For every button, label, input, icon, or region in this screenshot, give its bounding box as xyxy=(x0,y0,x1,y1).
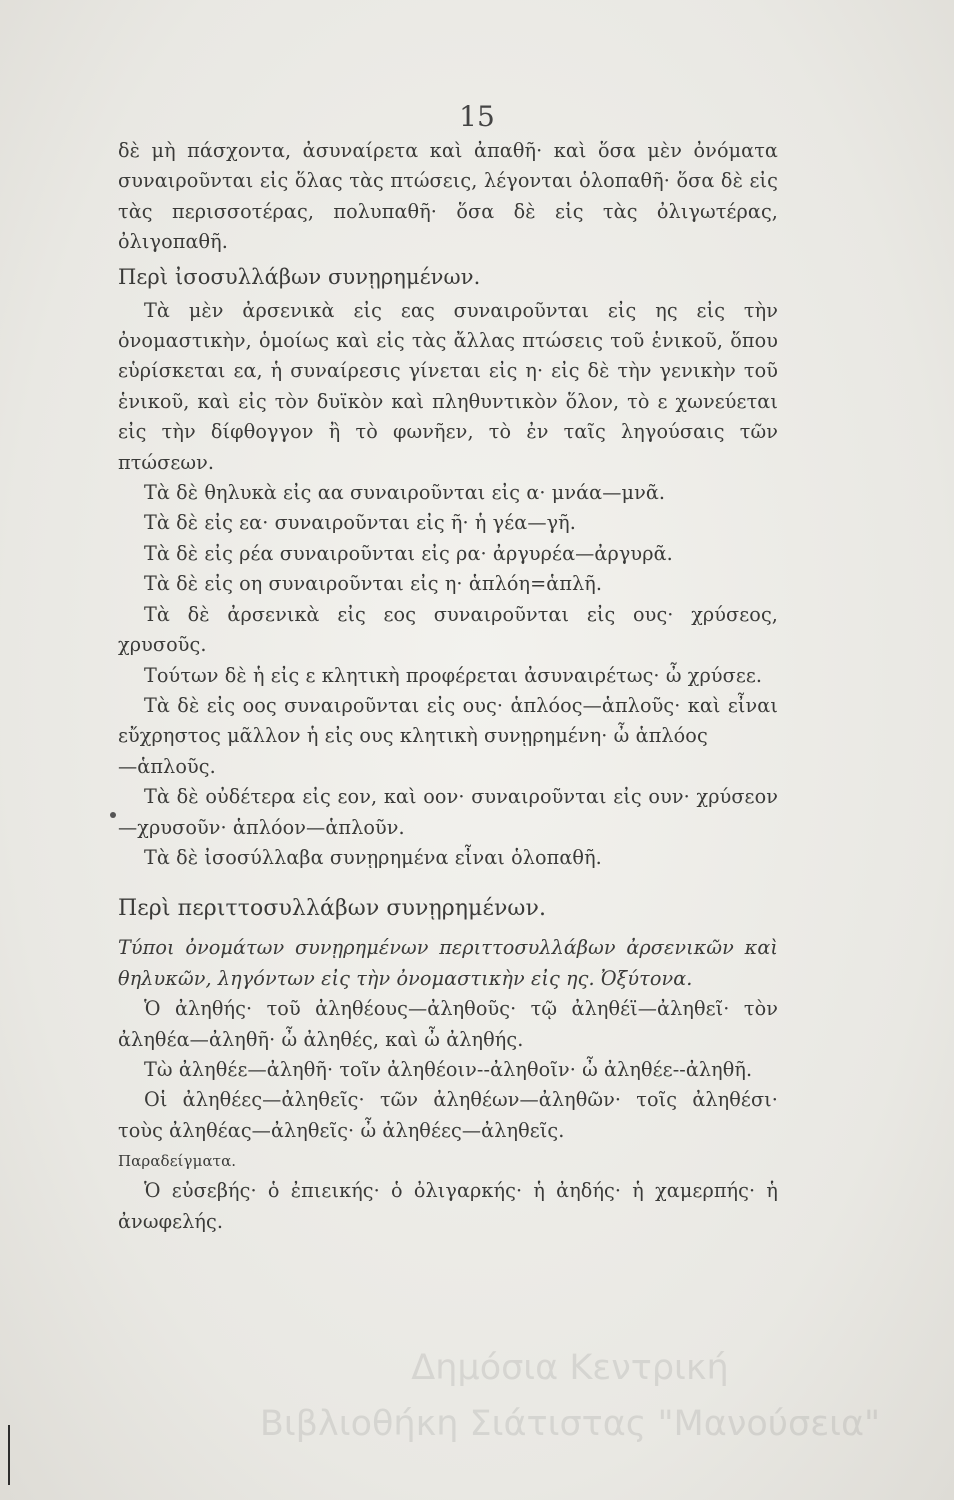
rule-vocative: Τούτων δὲ ἡ εἰς ε κλητικὴ προφέρεται ἀσυναιρέτως· ὦ χρύσεε. xyxy=(144,663,763,687)
rule-masculine-eos: Τὰ δὲ ἀρσενικὰ εἰς εος συναιροῦνται εἰς ους· χρύσεος, χρυσοῦς. xyxy=(118,602,778,657)
paradigm-dual: Τὼ ἀληθέε—ἀληθῆ· τοῖν ἀληθέοιν--ἀληθοῖν· ὦ ἀληθέε--ἀληθῆ. xyxy=(144,1057,753,1081)
rule-oe: Τὰ δὲ εἰς οη συναιροῦνται εἰς η· ἁπλόη=ἁπλῆ. xyxy=(144,572,603,596)
rule-oos: Τὰ δὲ εἰς οος συναιροῦνται εἰς ους· ἁπλόος—ἁπλοῦς· καὶ εἶναι εὔχρηστος μᾶλλον ἡ εἰς ους κλητικὴ συνῃρημένη· ὦ ἁπλόος xyxy=(118,693,778,748)
section-heading-isosyllabic: Περὶ ἰσοσυλλάβων συνῃρημένων. xyxy=(118,264,481,289)
paragraph-continuation: δὲ μὴ πάσχοντα, ἀσυναίρετα καὶ ἀπαθῆ· καὶ ὅσα μὲν ὀνόματα συναιροῦνται εἰς ὅλας τὰς πτώσεις, λέγονται ὁλοπαθῆ· ὅσα δὲ εἰς τὰς περισσοτέρας, πολυπαθῆ· ὅσα δὲ εἰς τὰς ὀλιγωτέρας, ὀλιγοπαθῆ. xyxy=(118,139,778,254)
examples-heading: Παραδείγματα. xyxy=(118,1152,237,1171)
rule-rea: Τὰ δὲ εἰς ρέα συναιροῦνται εἰς ρα· ἀργυρέα—ἀργυρᾶ. xyxy=(144,541,673,565)
section-heading-perissosyllabic: Περὶ περιττοσυλλάβων συνῃρημένων. xyxy=(118,896,547,922)
library-watermark xyxy=(200,1340,940,1452)
body-text xyxy=(118,136,778,1237)
paragraph-masculine-eas: Τὰ μὲν ἀρσενικὰ εἰς εας συναιροῦνται εἰς ης εἰς τὴν ὀνομαστικὴν, ὁμοίως καὶ εἰς τὰς ἄλλας πτώσεις τοῦ ἑνικοῦ, ὅπου εὑρίσκεται εα, ἡ συναίρεσις γίνεται εἰς η· εἰς δὲ τὴν γενικὴν τοῦ ἑνικοῦ, καὶ εἰς τὸν δυϊκὸν καὶ πληθυντικὸν ὅλον, τὸ ε χωνεύεται εἰς τὴν δίφθογγον ἢ τὸ φωνῆεν, τὸ ἐν ταῖς ληγούσαις τῶν πτώσεων. xyxy=(118,298,778,474)
paradigm-singular: Ὁ ἀληθής· τοῦ ἀληθέους—ἀληθοῦς· τῷ ἀληθέϊ—ἀληθεῖ· τὸν ἀληθέα—ἀληθῆ· ὦ ἀληθές, καὶ ὦ ἀληθής. xyxy=(118,997,778,1051)
examples-list: Ὁ εὐσεβής· ὁ ἐπιεικής· ὁ ὀλιγαρκής· ἡ ἀηδής· ἡ χαμερπής· ἡ ἀνωφελής. xyxy=(118,1179,778,1233)
types-intro: Τύποι ὀνομάτων συνῃρημένων περιττοσυλλάβων ἀρσενικῶν καὶ θηλυκῶν, ληγόντων εἰς τὴν ὀνομαστικὴν εἰς ης. Ὀξύτονα. xyxy=(118,936,778,990)
paradigm-plural: Οἱ ἀληθέες—ἀληθεῖς· τῶν ἀληθέων—ἀληθῶν· τοῖς ἀληθέσι· τοὺς ἀληθέας—ἀληθεῖς· ὦ ἀληθέες—ἀληθεῖς. xyxy=(118,1088,778,1142)
margin-dot xyxy=(110,812,116,818)
rule-neuter: Τὰ δὲ οὐδέτερα εἰς εον, καὶ οον· συναιροῦνται εἰς ουν· χρύσεον—χρυσοῦν· ἁπλόον—ἁπλοῦν. xyxy=(118,785,778,839)
rule-isosyllabic-summary: Τὰ δὲ ἰσοσύλλαβα συνῃρημένα εἶναι ὁλοπαθῆ. xyxy=(144,845,602,869)
page-number: 15 xyxy=(459,100,495,133)
rule-ea: Τὰ δὲ εἰς εα· συναιροῦνται εἰς ῆ· ἡ γέα—γῆ. xyxy=(144,511,576,535)
watermark-line-2: Βιβλιοθήκη Σιάτιστας "Μανούσεια" xyxy=(259,1404,881,1444)
watermark-line-1: Δημόσια Κεντρική xyxy=(411,1348,729,1388)
rule-oos-end: —ἁπλοῦς. xyxy=(118,754,216,778)
rule-feminine-aa: Τὰ δὲ θηλυκὰ εἰς αα συναιροῦνται εἰς α· μνάα—μνᾶ. xyxy=(144,481,666,505)
scan-edge-mark xyxy=(8,1425,10,1485)
